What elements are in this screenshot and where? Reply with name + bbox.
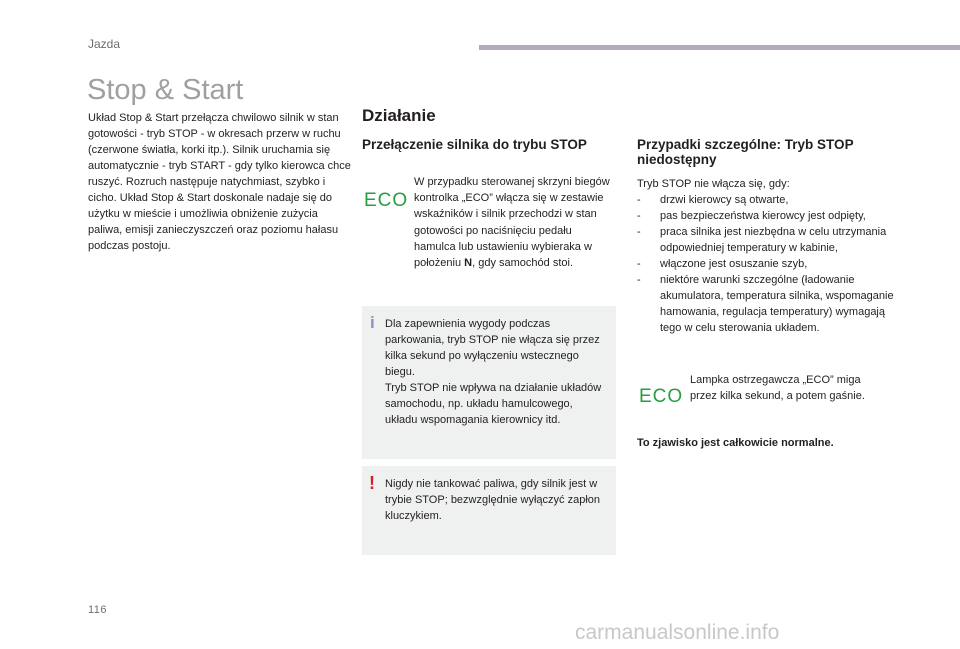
stop-mode-text-after: , gdy samochód stoi.: [472, 257, 573, 270]
list-item-text: niektóre warunki szczególne (ładowanie akumulatora, temperatura silnika, wspomaganie hamowania, regulacja temperatury) wymagają tego w celu sterowania układem.: [660, 274, 894, 334]
eco-indicator-icon: ECO: [364, 190, 409, 211]
info-note-line-1: Dla zapewnienia wygody podczas parkowania, tryb STOP nie włącza się przez kilka sekund po wyłączeniu wstecznego biegu.: [385, 318, 600, 378]
section-label: Jazda: [88, 37, 121, 51]
info-note-line-2: Tryb STOP nie wpływa na działanie układów samochodu, np. układu hamulcowego, układu wspomagania kierownicy itd.: [385, 382, 602, 426]
warning-note-text: Nigdy nie tankować paliwa, gdy silnik jest w trybie STOP; bezwzględnie wyłączyć zapłon kluczykiem.: [385, 478, 601, 522]
gear-position-n: N: [464, 257, 473, 270]
list-item-text: drzwi kierowcy są otwarte,: [660, 194, 789, 206]
watermark: carmanualsonline.info: [575, 621, 780, 644]
section-title-operation: Działanie: [362, 106, 436, 125]
list-item-text: włączone jest osuszanie szyb,: [660, 258, 808, 270]
list-item-text: praca silnika jest niezbędna w celu utrzymania odpowiedniej temperatury w kabinie,: [660, 226, 887, 254]
info-note-text: [385, 316, 607, 428]
list-item: - pas bezpieczeństwa kierowcy jest odpięty,: [637, 210, 866, 222]
list-item: - praca silnika jest niezbędna w celu utrzymania odpowiedniej temperatury w kabinie,: [637, 226, 887, 254]
special-cases-intro: Tryb STOP nie włącza się, gdy:: [637, 178, 790, 190]
info-icon: i: [370, 313, 375, 332]
stop-mode-text-before: W przypadku sterowanej skrzyni biegów kontrolka „ECO” włącza się w zestawie wskaźników i silnik przechodzi w stan gotowości po naciśnięciu pedału hamulca lub ustawieniu wybieraka w położeniu: [414, 176, 610, 270]
normal-behavior-note: To zjawisko jest całkowicie normalne.: [637, 437, 834, 449]
warning-icon: !: [369, 473, 375, 493]
list-item: - niektóre warunki szczególne (ładowanie akumulatora, temperatura silnika, wspomaganie hamowania, regulacja temperatury) wymagają tego w celu sterowania układem.: [637, 274, 894, 334]
subtitle-special-cases: Przypadki szczególne: Tryb STOP niedostępny: [637, 137, 854, 167]
page-title: Stop & Start: [87, 74, 244, 106]
list-item-text: pas bezpieczeństwa kierowcy jest odpięty,: [660, 210, 866, 222]
conditions-list: [637, 192, 897, 336]
header-accent-bar: [479, 45, 960, 50]
list-item: - włączone jest osuszanie szyb,: [637, 258, 808, 270]
subtitle-stop-mode: Przełączenie silnika do trybu STOP: [362, 137, 587, 152]
eco-warning-lamp-icon: ECO: [639, 386, 684, 407]
lamp-description: Lampka ostrzegawcza „ECO” miga przez kilka sekund, a potem gaśnie.: [690, 374, 865, 402]
page-number: 116: [88, 604, 108, 616]
list-item: - drzwi kierowcy są otwarte,: [637, 194, 789, 206]
intro-paragraph: Układ Stop & Start przełącza chwilowo silnik w stan gotowości - tryb STOP - w okresach przerw w ruchu (czerwone światła, korki itp.). Silnik uruchamia się automatycznie - tryb START - gdy tylko kierowca chce ruszyć. Rozruch następuje natychmiast, szybko i cicho. Układ Stop & Start doskonale nadaje się do użytku w mieście i umożliwia obniżenie zużycia paliwa, emisji zanieczyszczeń oraz poziomu hałasu podczas postoju.: [88, 112, 351, 252]
stop-mode-description: [414, 174, 614, 271]
